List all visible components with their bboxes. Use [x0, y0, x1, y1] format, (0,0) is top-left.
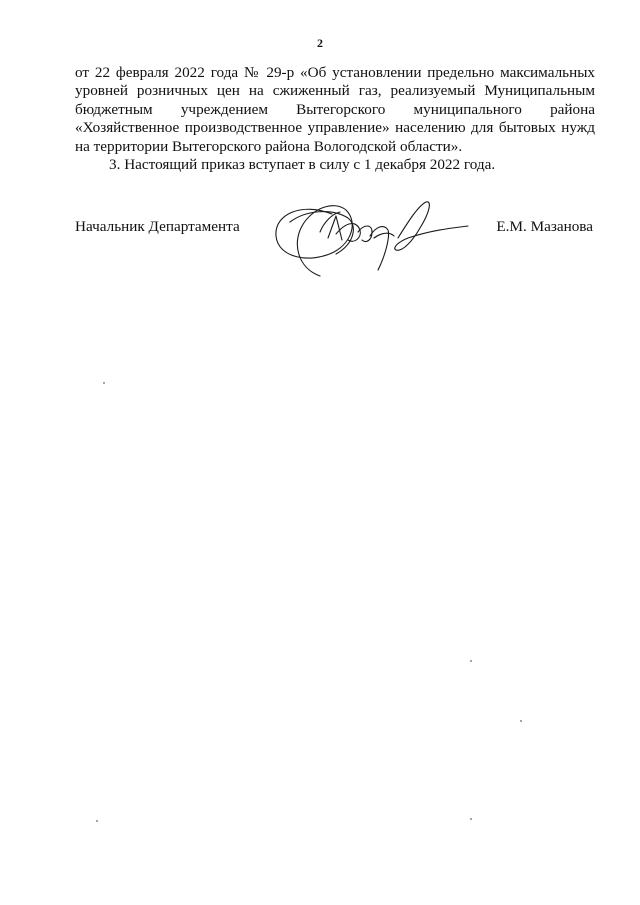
document-body — [75, 64, 595, 174]
scan-speck — [103, 382, 105, 384]
paragraph-3: 3. Настоящий приказ вступает в силу с 1 декабря 2022 года. — [109, 156, 496, 174]
handwritten-signature — [262, 192, 472, 284]
body-line-1: от 22 февраля 2022 года № 29-р «Об установлении предельно максимальных — [75, 64, 595, 81]
body-line-5: на территории Вытегорского района Вологодской области». — [75, 137, 463, 155]
signatory-role: Начальник Департамента — [75, 218, 240, 235]
scan-speck — [520, 720, 522, 722]
body-line-2: уровней розничных цен на сжиженный газ, реализуемый Муниципальным — [75, 82, 595, 100]
signatory-name: Е.М. Мазанова — [496, 218, 593, 235]
scan-speck — [96, 820, 98, 822]
body-line-4: «Хозяйственное производственное управление» населению для бытовых нужд — [75, 119, 595, 137]
scan-speck — [470, 660, 472, 662]
body-line-3: бюджетным учреждением Вытегорского муниципального района — [75, 100, 595, 118]
page-number: 2 — [317, 36, 323, 50]
scan-speck — [470, 818, 472, 820]
